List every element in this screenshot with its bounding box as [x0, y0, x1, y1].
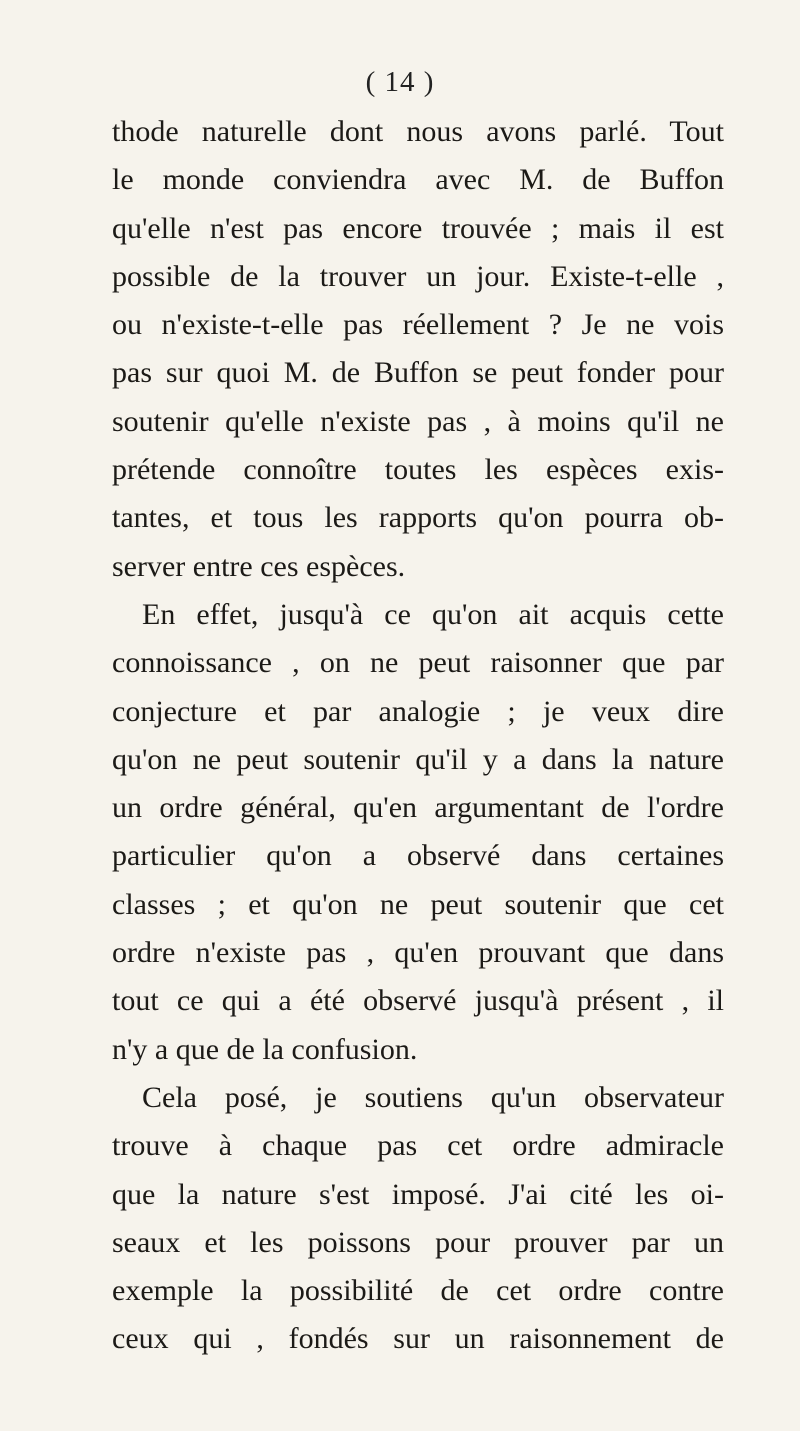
text-line: ceux qui , fondés sur un raisonnement de [112, 1322, 724, 1356]
text-line: En effet, jusqu'à ce qu'on ait acquis cette [142, 597, 724, 631]
text-line: trouve à chaque pas cet ordre admiracle [112, 1129, 724, 1163]
text-line: exemple la possibilité de cet ordre contre [112, 1274, 724, 1308]
text-line: connoissance , on ne peut raisonner que par [112, 646, 724, 680]
page-number: ( 14 ) [365, 66, 435, 98]
text-line: tout ce qui a été observé jusqu'à présent , il [112, 984, 724, 1018]
text-line: tantes, et tous les rapports qu'on pourra ob- [112, 501, 724, 535]
text-line: classes ; et qu'on ne peut soutenir que cet [112, 887, 724, 921]
text-line: possible de la trouver un jour. Existe-t-elle , [112, 259, 724, 293]
text-line: que la nature s'est imposé. J'ai cité les oi- [112, 1177, 724, 1211]
body-text [112, 108, 724, 1364]
text-line: ordre n'existe pas , qu'en prouvant que dans [112, 936, 724, 970]
text-line: particulier qu'on a observé dans certaines [112, 839, 724, 873]
text-line: thode naturelle dont nous avons parlé. Tout [112, 115, 724, 148]
text-line: ou n'existe-t-elle pas réellement ? Je ne vois [112, 308, 724, 342]
text-line: qu'elle n'est pas encore trouvée ; mais il est [112, 211, 724, 245]
text-line: soutenir qu'elle n'existe pas , à moins qu'il ne [112, 404, 724, 438]
text-line: pas sur quoi M. de Buffon se peut fonder pour [112, 356, 724, 390]
text-line: n'y a que de la confusion. [112, 1032, 418, 1066]
text-line: server entre ces espèces. [112, 549, 406, 583]
text-line: prétende connoître toutes les espèces exis- [112, 453, 724, 487]
text-line: un ordre général, qu'en argumentant de l'ordre [112, 791, 724, 825]
text-line: conjecture et par analogie ; je veux dire [112, 694, 724, 728]
text-line: le monde conviendra avec M. de Buffon [112, 163, 724, 197]
text-line: seaux et les poissons pour prouver par un [112, 1225, 724, 1259]
text-line: Cela posé, je soutiens qu'un observateur [142, 1080, 724, 1114]
text-line: qu'on ne peut soutenir qu'il y a dans la nature [112, 742, 724, 776]
